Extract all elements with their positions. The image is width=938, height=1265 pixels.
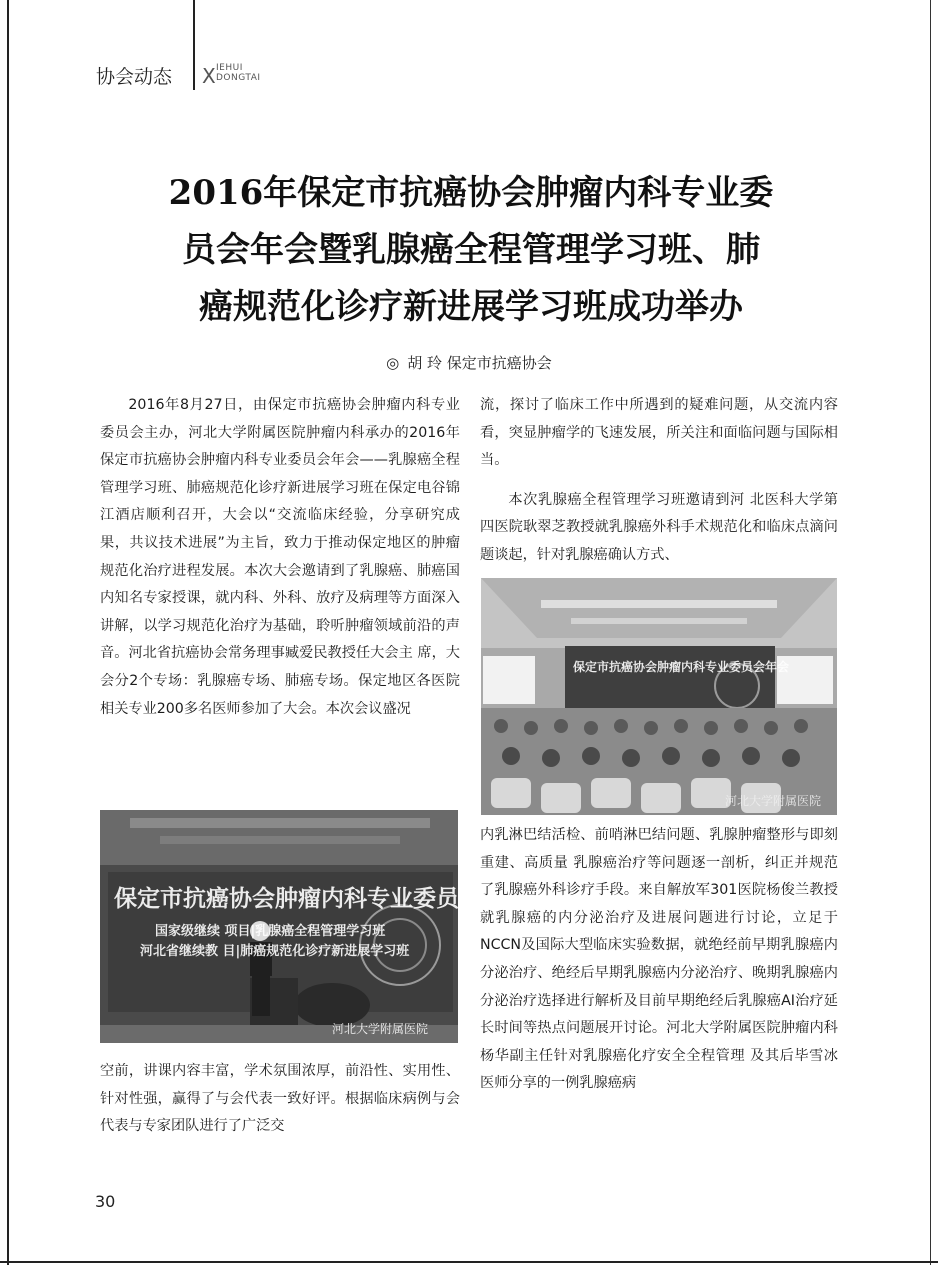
byline-mark: ◎	[386, 354, 400, 372]
section-logo-line2: DONGTAI	[216, 73, 261, 83]
paragraph: 流，探讨了临床工作中所遇到的疑难问题，从交流内容看，突显肿瘤学的飞速发展，所关注和面临问题与国际相当。	[480, 397, 838, 469]
paragraph: 2016年8月27日，由保定市抗癌协会肿瘤内科专业委员会主办，河北大学附属医院肿瘤内科承办的2016年保定市抗癌协会肿瘤内科专业委员会年会——乳腺癌全程管理学习班、肺癌规范化诊疗新进展学习班在保定电谷锦江酒店顺利召开，大会以“交流临床经验，分享研究成果，共议技术进展”为主旨，致力于推动保定地区的肿瘤规范化治疗进程发展。本次大会邀请到了乳腺癌、肺癌国内知名专家授课，就内科、外科、放疗及病理等方面深入讲解，以学习规范化治疗为基础，聆听肿瘤领域前沿的声音。河北省抗癌协会常务理事臧爱民教授任大会主 席，大会分2个专场：乳腺癌专场、肺癌专场。保定地区各医院相关专业200多名医师参加了大会。本次会议盛况	[100, 397, 460, 717]
photo-watermark: 河北大学附属医院	[332, 1022, 429, 1036]
banner-subtitle: 国家级继续 项目|乳腺癌全程管理学习班	[155, 924, 386, 939]
title-line: 2016年保定市抗癌协会肿瘤内科专业委	[168, 173, 774, 213]
page-border-bottom	[0, 1261, 938, 1263]
paragraph: 空前，讲课内容丰富，学术氛围浓厚，前沿性、实用性、针对性强，赢得了与会代表一致好评。根据临床病例与会代表与专家团队进行了广泛交	[100, 1063, 460, 1135]
right-column-top	[480, 392, 838, 570]
banner-subtitle: 河北省继续教 目|肺癌规范化诊疗新进展学习班	[140, 944, 410, 959]
page-border-right	[930, 0, 931, 1265]
paragraph: 本次乳腺癌全程管理学习班邀请到河 北医科大学第四医院耿翠芝教授就乳腺癌外科手术规范化和临床点滴问题谈起，针对乳腺癌确认方式、	[480, 491, 838, 563]
byline-author: 胡 玲 保定市抗癌协会	[407, 354, 552, 372]
left-column-bottom	[100, 1058, 460, 1141]
page-number: 30	[95, 1192, 116, 1211]
section-logo-letter: X	[202, 64, 216, 88]
left-column-top	[100, 392, 460, 723]
header-divider	[193, 0, 195, 90]
banner-title: 保定市抗癌协会肿瘤内科专业委员会年会	[114, 886, 528, 912]
photo-watermark: 河北大学附属医院	[725, 794, 822, 808]
conference-photo-left	[100, 810, 528, 1043]
right-column-bottom	[480, 822, 838, 1098]
byline	[0, 352, 938, 373]
title-line: 癌规范化诊疗新进展学习班成功举办	[199, 287, 743, 327]
section-title: 协会动态	[96, 66, 173, 88]
conference-photo-right	[481, 578, 837, 815]
section-logo-line1: IEHUI	[216, 63, 243, 73]
article-title	[96, 165, 846, 336]
title-line: 员会年会暨乳腺癌全程管理学习班、肺	[182, 230, 760, 270]
audience-image	[481, 578, 837, 815]
page-border-left	[7, 0, 9, 1265]
paragraph: 内乳淋巴结活检、前哨淋巴结问题、乳腺肿瘤整形与即刻重建、高质量 乳腺癌治疗等问题逐一剖析，纠正并规范了乳腺癌外科诊疗手段。来自解放军301医院杨俊兰教授就乳腺癌的内分泌治疗及进展问题进行讨论，立足于NCCN及国际大型临床实验数据，就绝经前早期乳腺癌内分泌治疗、绝经后早期乳腺癌内分泌治疗、晚期乳腺癌内分泌治疗选择进行解析及目前早期绝经后乳腺癌AI治疗延长时间等热点问题展开讨论。河北大学附属医院肿瘤内科杨华副主任针对乳腺癌化疗安全全程管理 及其后毕雪冰医师分享的一例乳腺癌病	[480, 827, 838, 1092]
banner-title: 保定市抗癌协会肿瘤内科专业委员会年会	[573, 660, 790, 674]
